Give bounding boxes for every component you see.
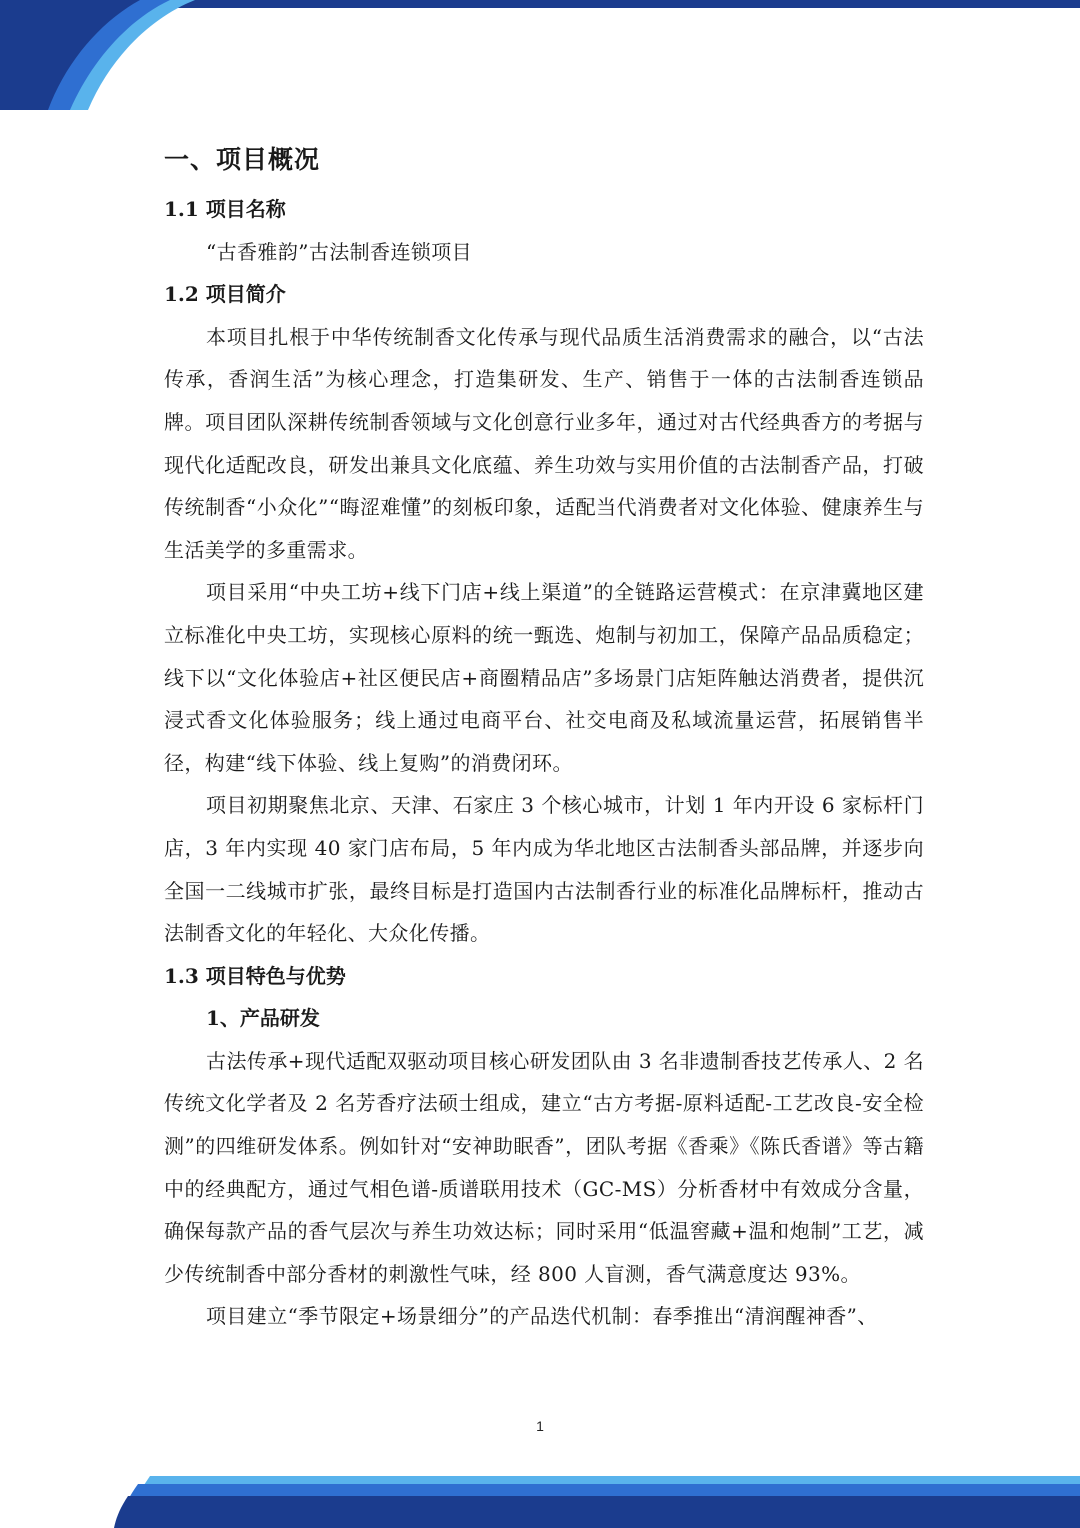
footer-wave-decoration [0,1466,1080,1528]
intro-paragraph-3: 项目初期聚焦北京、天津、石家庄 3 个核心城市，计划 1 年内开设 6 家标杆门店，3 年内实现 40 家门店布局，5 年内成为华北地区古法制香头部品牌，并逐步向全国一二线城市扩张，最终目标是打造国内古法制香行业的标准化品牌标杆，推动古法制香文化的年轻化、大众化传播。 [164,793,924,946]
project-name-text: “古香雅韵”古法制香连锁项目 [206,239,473,264]
header-wave-decoration [0,0,1080,110]
page-number: 1 [536,1418,544,1434]
subheading-product-rd: 1、产品研发 [206,1006,320,1031]
intro-paragraph-2: 项目采用“中央工坊+线下门店+线上渠道”的全链路运营模式：在京津冀地区建立标准化中央工坊，实现核心原料的统一甄选、炮制与初加工，保障产品品质稳定；线下以“文化体验店+社区便民店+商圈精品店”多场景门店矩阵触达消费者，提供沉浸式香文化体验服务；线上通过电商平台、社交电商及私域流量运营，拓展销售半径，构建“线下体验、线上复购”的消费闭环。 [164,580,924,775]
document-body [164,138,924,1338]
heading-project-overview: 一、项目概况 [164,145,321,174]
heading-1-1: 1.1 项目名称 [164,197,286,221]
heading-1-2: 1.2 项目简介 [164,282,286,307]
heading-1-3: 1.3 项目特色与优势 [164,963,346,988]
intro-paragraph-1: 本项目扎根于中华传统制香文化传承与现代品质生活消费需求的融合，以“古法传承，香润生活”为核心理念，打造集研发、生产、销售于一体的古法制香连锁品牌。项目团队深耕传统制香领域与文化创意行业多年，通过对古代经典香方的考据与现代化适配改良，研发出兼具文化底蕴、养生功效与实用价值的古法制香产品，打破传统制香“小众化”“晦涩难懂”的刻板印象，适配当代消费者对文化体验、健康养生与生活美学的多重需求。 [164,324,924,562]
rd-paragraph-2: 项目建立“季节限定+场景细分”的产品迭代机制：春季推出“清润醒神香”、 [206,1304,878,1329]
rd-paragraph-1: 古法传承+现代适配双驱动项目核心研发团队由 3 名非遗制香技艺传承人、2 名传统文化学者及 2 名芳香疗法硕士组成，建立“古方考据-原料适配-工艺改良-安全检测”的四维研发体系。例如针对“安神助眠香”，团队考据《香乘》《陈氏香谱》等古籍中的经典配方，通过气相色谱-质谱联用技术（GC-MS）分析香材中有效成分含量，确保每款产品的香气层次与养生功效达标；同时采用“低温窖藏+温和炮制”工艺，减少传统制香中部分香材的刺激性气味，经 800 人盲测，香气满意度达 93%。 [164,1048,924,1286]
